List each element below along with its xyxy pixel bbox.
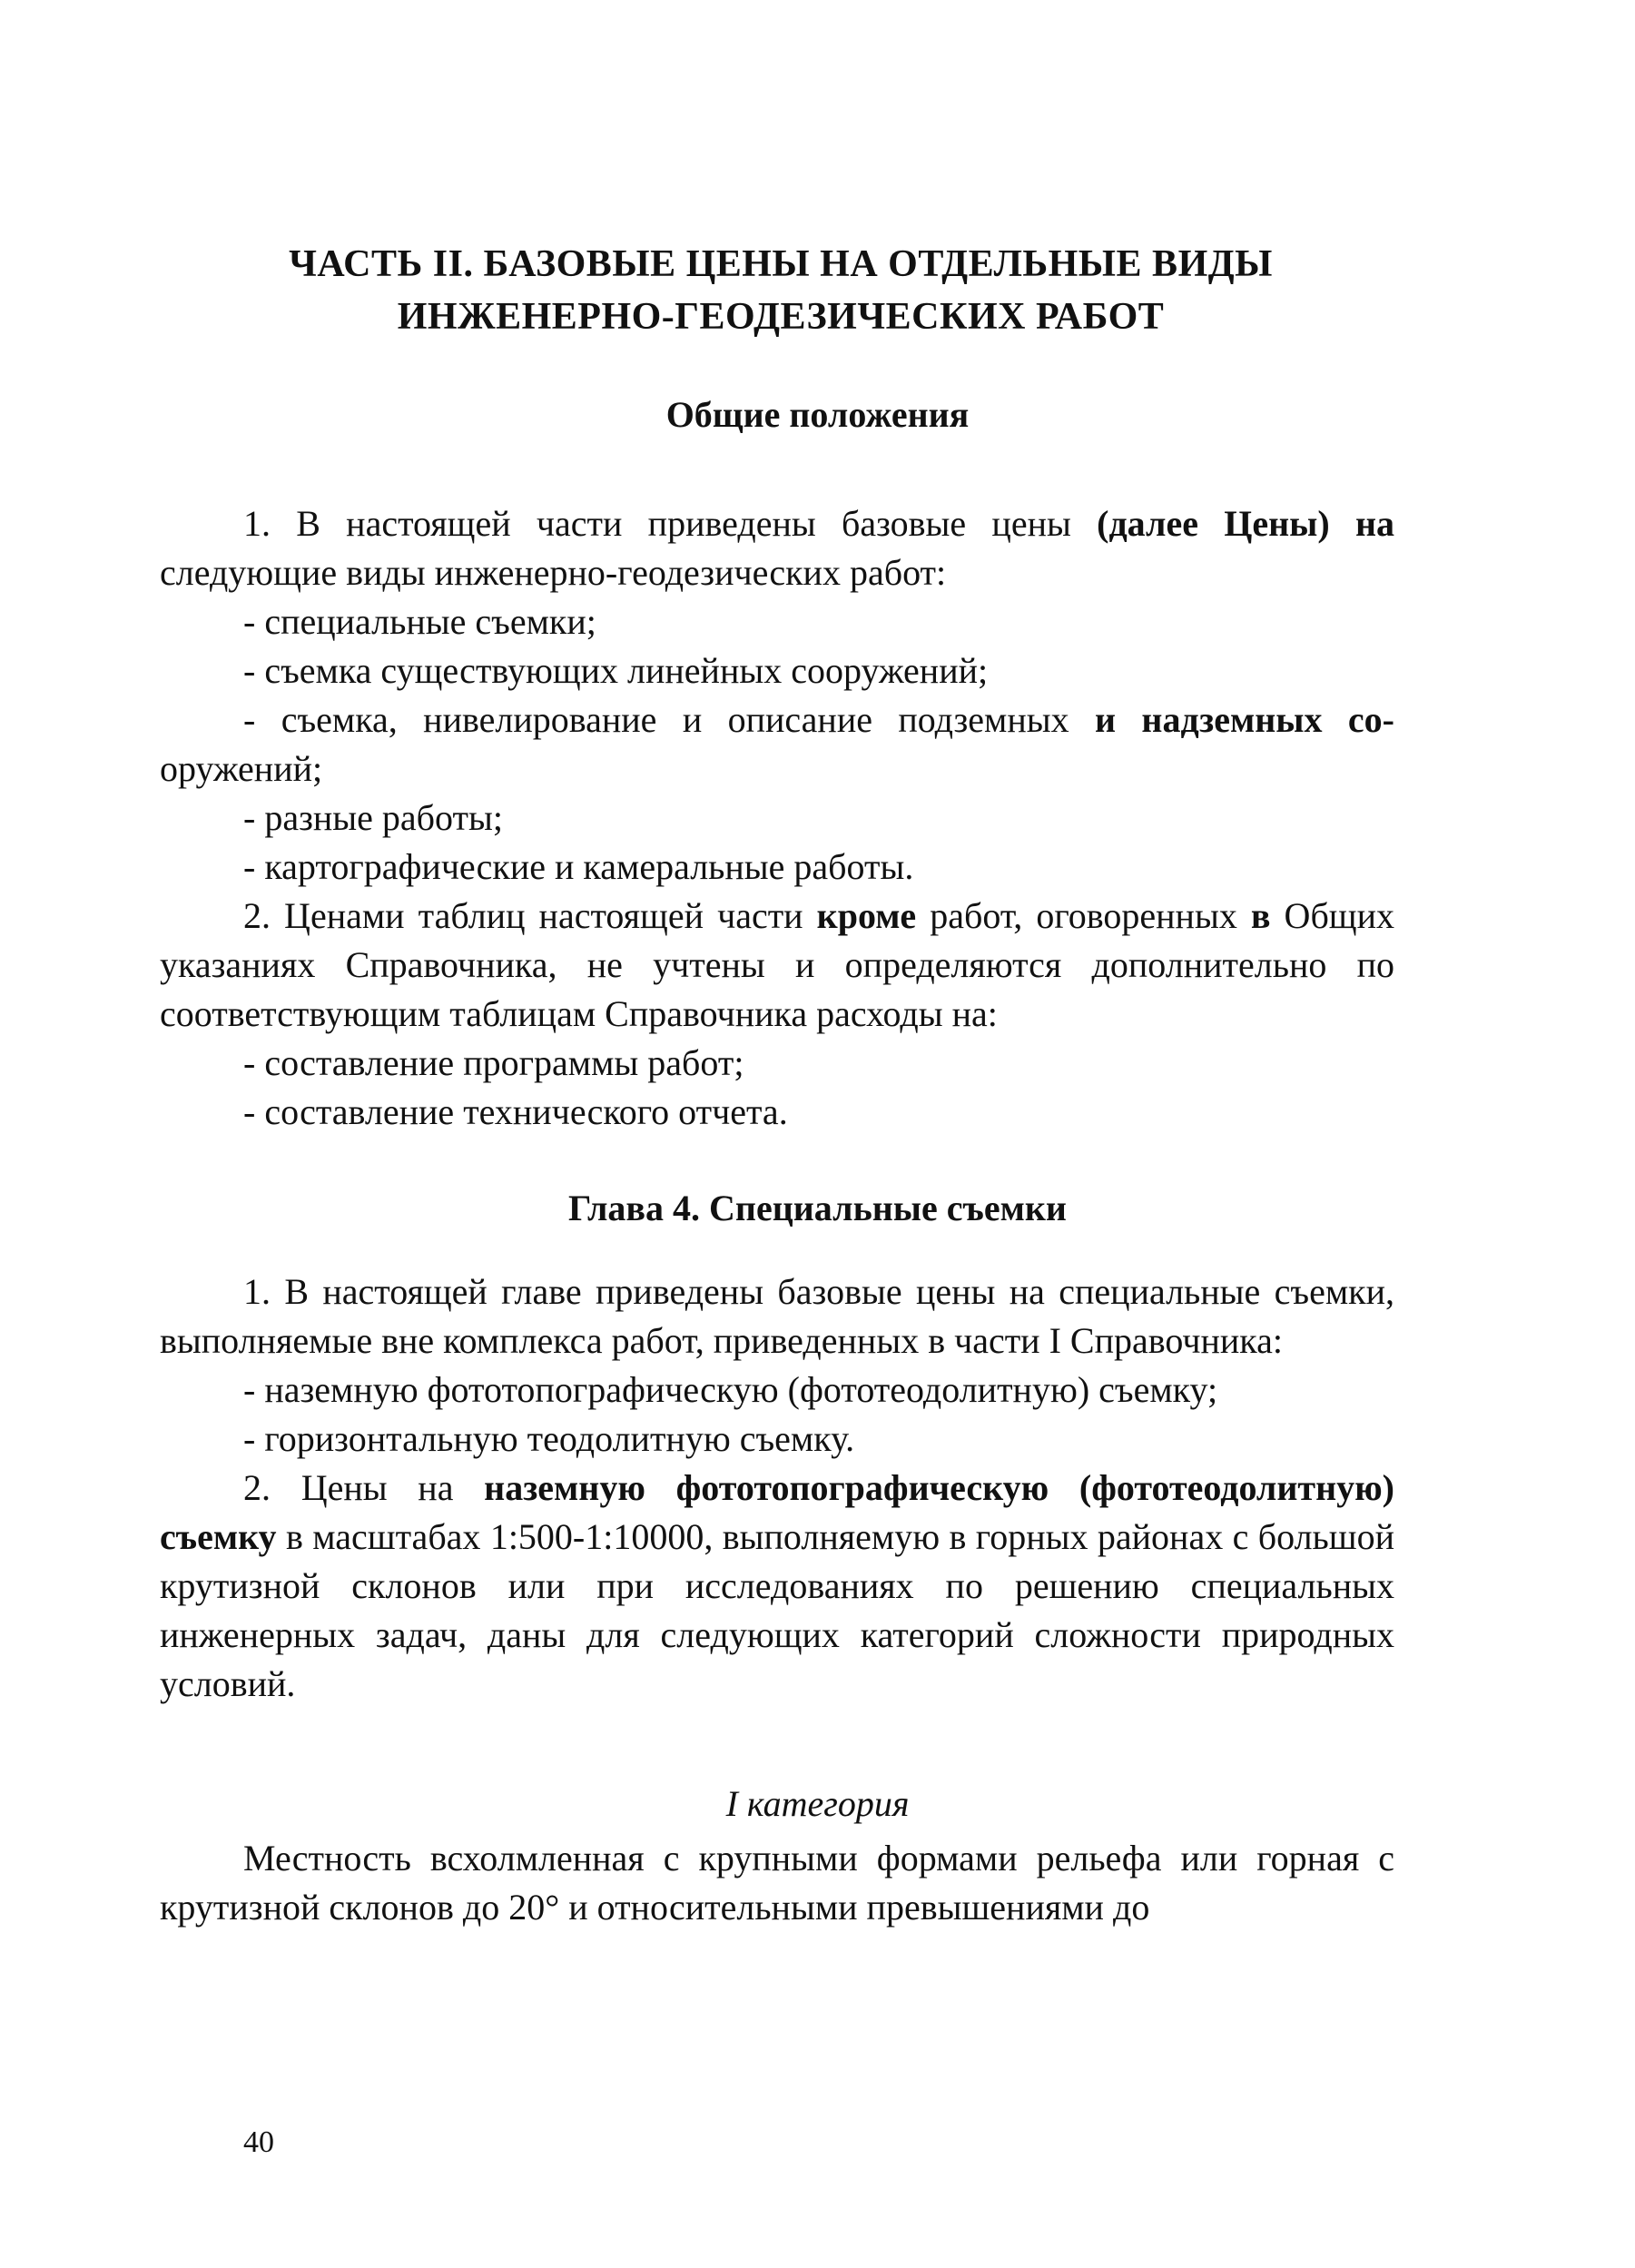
- list-item: - съемка существующих линейных сооружений;: [243, 650, 989, 691]
- general-p1-text-bold: (далее Цены) на: [1097, 503, 1394, 544]
- general-p1-text-c: следующие виды инженерно-геодезических работ:: [160, 552, 947, 593]
- list-item: - наземную фототопографическую (фототеодолитную) съемку;: [243, 1369, 1218, 1410]
- list-item: - разные работы;: [243, 797, 503, 838]
- general-p2-text-a: 2. Ценами таблиц настоящей части: [243, 895, 817, 936]
- chapter-4-paragraph-2: [160, 1464, 1394, 1709]
- general-p2-text-bold-1: кроме: [816, 895, 917, 936]
- general-p2-text-bold-2: в: [1250, 895, 1271, 936]
- list-item-3-text-c: оружений;: [160, 748, 323, 789]
- general-p1-text-a: 1. В настоящей части приведены базовые цены: [243, 503, 1098, 544]
- category-heading: I категория: [725, 1783, 910, 1824]
- page-number: 40: [243, 2125, 274, 2159]
- list-item-3-text-a: - съемка, нивелирование и описание подземных: [243, 699, 1095, 740]
- part-title: [272, 238, 1289, 343]
- chapter-4-body: [160, 1267, 1394, 1709]
- general-p2-text-e: Общих указаниях Справочника, не учтены и определяются дополнительно по соответствующим таблицам Справочника расходы на:: [160, 895, 1395, 1034]
- chapter-4-p2-text-a: 2. Цены на: [243, 1467, 485, 1508]
- chapter-4-paragraph-1: 1. В настоящей главе приведены базовые цены на специальные съемки, выполняемые вне комплекса работ, приведенных в части I Справочника:: [160, 1271, 1394, 1361]
- general-paragraph-1: [160, 499, 1394, 597]
- chapter-4-p2-text-c: в масштабах 1:500-1:10000, выполняемую в горных районах с большой крутизной склонов или при исследованиях по решению специальных инженерных задач, даны для следующих категорий сложности природных условий.: [160, 1516, 1394, 1704]
- list-item: - составление программы работ;: [243, 1042, 744, 1083]
- chapter-4-heading: Глава 4. Специальные съемки: [568, 1188, 1067, 1228]
- general-provisions-heading: Общие положения: [665, 394, 970, 435]
- list-item: - составление технического отчета.: [243, 1091, 788, 1132]
- category-description: [160, 1834, 1394, 1932]
- part-title-line-2: ИНЖЕНЕРНО-ГЕОДЕЗИЧЕСКИХ РАБОТ: [397, 296, 1165, 338]
- general-p2-text-c: работ, оговоренных: [916, 895, 1251, 936]
- chapter-4-p2-text-bold: наземную фототопографическую (фототеодолитную) съемку: [160, 1467, 1394, 1557]
- part-title-line-1: ЧАСТЬ II. БАЗОВЫЕ ЦЕНЫ НА ОТДЕЛЬНЫЕ ВИДЫ: [289, 243, 1273, 285]
- list-item-3-text-bold: и надземных со-: [1094, 699, 1394, 740]
- category-paragraph: Местность всхолмленная с крупными формами рельефа или горная с крутизной склонов до 20° и относительными превышениями до: [160, 1838, 1394, 1928]
- list-item: - горизонтальную теодолитную съемку.: [243, 1418, 855, 1459]
- general-paragraph-2: [160, 892, 1394, 1039]
- general-provisions-body: [160, 499, 1394, 1137]
- list-item: - специальные съемки;: [243, 601, 596, 642]
- list-item-wrapped: [160, 695, 1394, 794]
- list-item: - картографические и камеральные работы.: [243, 846, 914, 887]
